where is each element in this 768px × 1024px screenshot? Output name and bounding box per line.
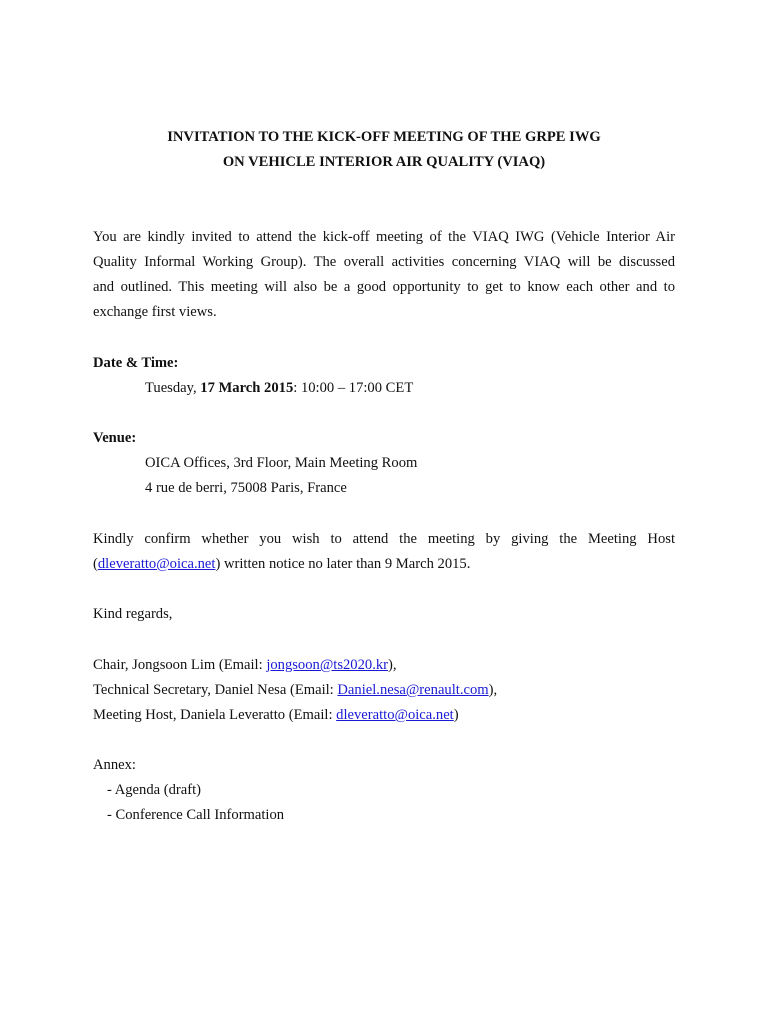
contact-secretary-suffix: ),: [488, 682, 498, 698]
datetime-time: : 10:00 – 17:00 CET: [293, 380, 414, 396]
chair-email-link[interactable]: jongsoon@ts2020.kr: [266, 657, 388, 673]
datetime-day: Tuesday,: [145, 380, 201, 396]
contacts-section: [93, 653, 675, 728]
contact-secretary: [93, 678, 675, 703]
intro-paragraph: [93, 225, 675, 325]
contact-host: [93, 703, 675, 728]
document-title-line-2: ON VEHICLE INTERIOR AIR QUALITY (VIAQ): [222, 154, 546, 170]
venue-line-2: 4 rue de berri, 75008 Paris, France: [145, 480, 347, 496]
datetime-date: 17 March 2015: [200, 380, 294, 396]
contact-chair-prefix: Chair, Jongsoon Lim (Email:: [93, 657, 267, 673]
intro-line-1: You are kindly invited to attend the kick-off meeting of the VIAQ IWG (Vehicle Interior Air: [93, 229, 675, 245]
confirm-rest: ) written notice no later than 9 March 2015.: [215, 556, 471, 572]
venue-section: [93, 426, 675, 501]
datetime-section: [93, 351, 675, 401]
datetime-heading: Date & Time:: [93, 355, 179, 371]
annex-item-agenda: - Agenda (draft): [107, 782, 202, 798]
host-email-link[interactable]: dleveratto@oica.net: [97, 556, 216, 572]
confirm-open-paren: (: [93, 556, 98, 572]
intro-line-4: exchange first views.: [93, 304, 217, 320]
annex-section: [93, 753, 675, 828]
contact-chair: [93, 653, 675, 678]
annex-heading: Annex:: [93, 757, 136, 773]
confirm-paragraph: [93, 527, 675, 577]
host-contact-email-link[interactable]: dleveratto@oica.net: [336, 707, 454, 723]
regards: [93, 602, 675, 627]
confirm-line-1: Kindly confirm whether you wish to attend the meeting by giving the Meeting Host: [93, 531, 675, 547]
contact-secretary-prefix: Technical Secretary, Daniel Nesa (Email:: [93, 682, 338, 698]
datetime-value: [93, 376, 675, 401]
contact-host-prefix: Meeting Host, Daniela Leveratto (Email:: [93, 707, 337, 723]
venue-heading: Venue:: [93, 430, 137, 446]
secretary-email-link[interactable]: Daniel.nesa@renault.com: [337, 682, 489, 698]
intro-line-3: and outlined. This meeting will also be a good opportunity to get to know each other and to: [93, 279, 675, 295]
annex-item-conference-call: - Conference Call Information: [107, 807, 285, 823]
document-title-line-1: INVITATION TO THE KICK-OFF MEETING OF THE GRPE IWG: [167, 129, 601, 145]
confirm-line-2: [93, 552, 675, 577]
venue-line-1: OICA Offices, 3rd Floor, Main Meeting Room: [145, 455, 418, 471]
regards-text: Kind regards,: [93, 606, 173, 622]
contact-chair-suffix: ),: [388, 657, 397, 673]
contact-host-suffix: ): [453, 707, 459, 723]
intro-line-2: Quality Informal Working Group). The overall activities concerning VIAQ will be discussed: [93, 254, 675, 270]
